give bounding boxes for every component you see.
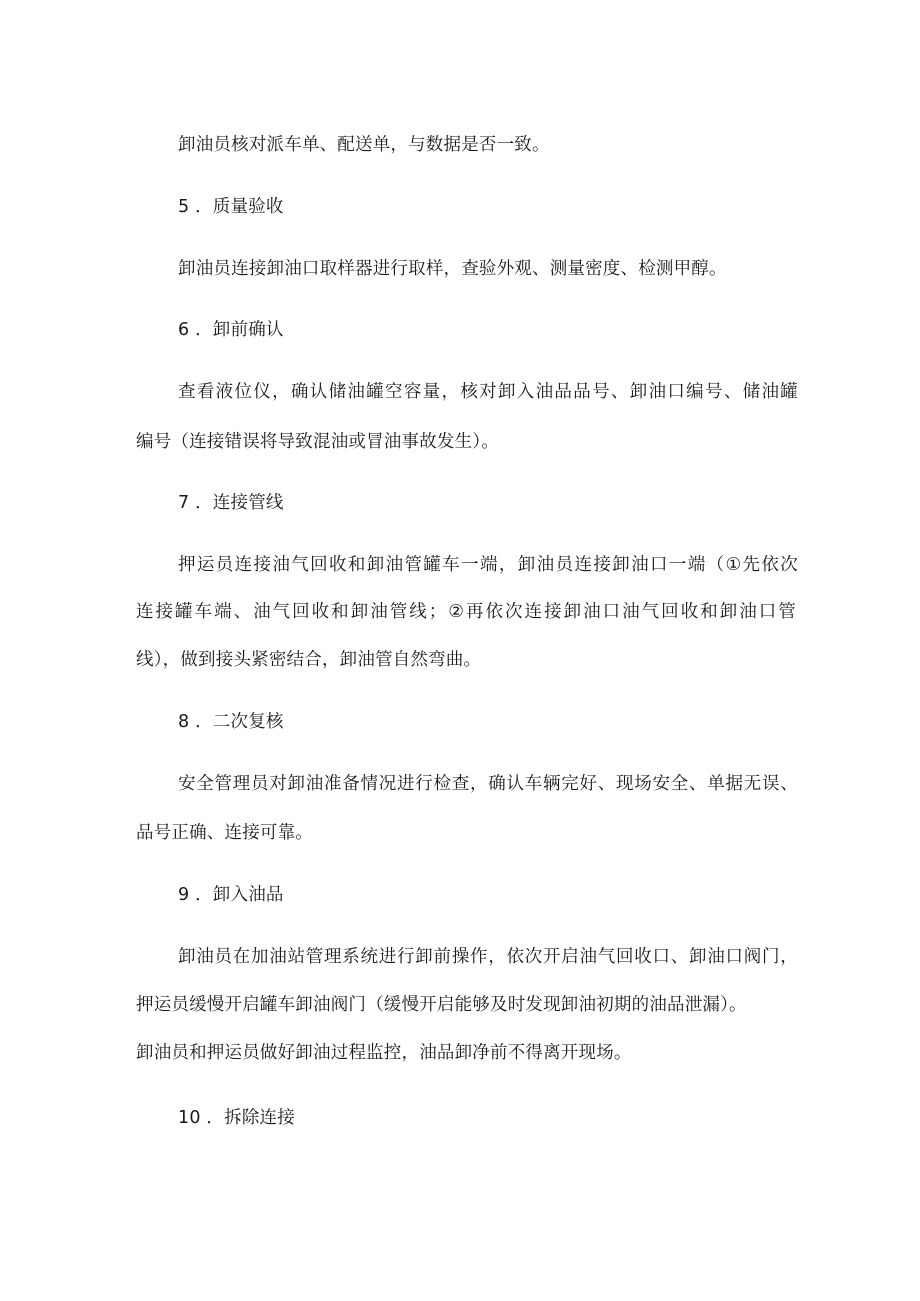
paragraph-line: 品号正确、连接可靠。 bbox=[136, 823, 313, 843]
paragraph-line: 线），做到接头紧密结合，卸油管自然弯曲。 bbox=[136, 650, 482, 670]
paragraph-line: 卸油员连接卸油口取样器进行取样，查验外观、测量密度、检测甲醇。 bbox=[178, 259, 727, 279]
paragraph-line: 卸油员和押运员做好卸油过程监控，油品卸净前不得离开现场。 bbox=[136, 1043, 632, 1063]
section-heading: 10 ．拆除连接 bbox=[178, 1108, 295, 1128]
paragraph-line: 卸油员核对派车单、配送单，与数据是否一致。 bbox=[178, 135, 550, 155]
section-heading: 9 ．卸入油品 bbox=[178, 885, 284, 905]
paragraph-line: 连接罐车端、油气回收和卸油管线；②再依次连接卸油口油气回收和卸油口管 bbox=[136, 602, 796, 622]
section-heading: 7 ．连接管线 bbox=[178, 493, 284, 513]
paragraph-line: 押运员连接油气回收和卸油管罐车一端，卸油员连接卸油口一端（①先依次 bbox=[178, 555, 798, 575]
section-heading: 5 ．质量验收 bbox=[178, 197, 284, 217]
paragraph-line: 卸油员在加油站管理系统进行卸前操作，依次开启油气回收口、卸油口阀门， bbox=[178, 947, 798, 967]
paragraph-line: 查看液位仪，确认储油罐空容量，核对卸入油品品号、卸油口编号、储油罐 bbox=[178, 382, 798, 402]
paragraph-line: 编号（连接错误将导致混油或冒油事故发生）。 bbox=[136, 432, 499, 452]
section-heading: 8 ．二次复核 bbox=[178, 712, 284, 732]
section-heading: 6 ．卸前确认 bbox=[178, 320, 284, 340]
paragraph-line: 安全管理员对卸油准备情况进行检查，确认车辆完好、现场安全、单据无误、 bbox=[178, 774, 798, 794]
paragraph-line: 押运员缓慢开启罐车卸油阀门（缓慢开启能够及时发现卸油初期的油品泄漏）。 bbox=[136, 995, 747, 1015]
